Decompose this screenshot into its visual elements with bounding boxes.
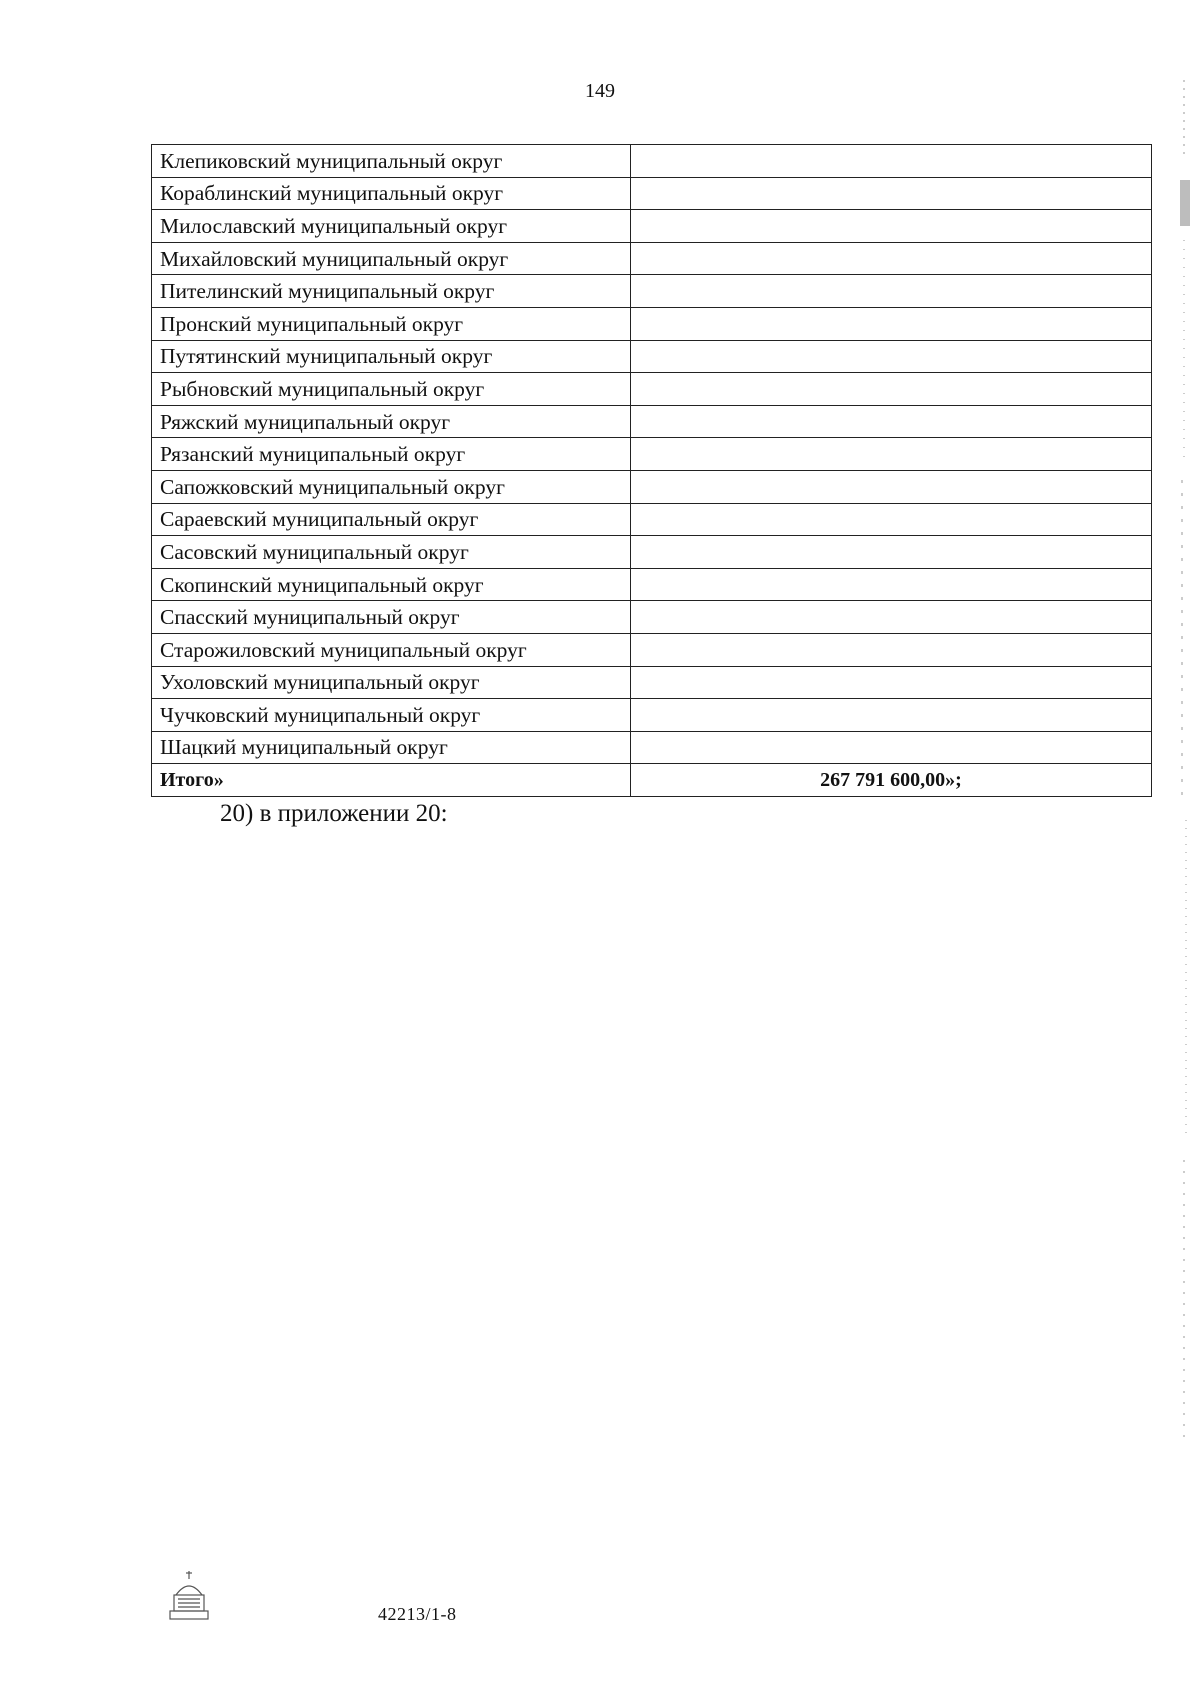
scan-margin-marks [1172, 40, 1194, 1460]
district-value-cell [631, 470, 1152, 503]
footer-document-code: 42213/1-8 [378, 1604, 457, 1624]
district-value-cell [631, 340, 1152, 373]
district-name-cell: Пителинский муниципальный округ [152, 275, 631, 308]
district-value-cell [631, 536, 1152, 569]
table-row [152, 438, 1152, 471]
total-value-cell: 267 791 600,00»; [631, 764, 1152, 797]
district-value-cell [631, 405, 1152, 438]
district-value-cell [631, 666, 1152, 699]
table-row [152, 145, 1152, 178]
table-row [152, 373, 1152, 406]
table-row [152, 601, 1152, 634]
district-name-cell: Ухоловский муниципальный округ [152, 666, 631, 699]
table-row [152, 340, 1152, 373]
district-name-cell: Сасовский муниципальный округ [152, 536, 631, 569]
table-row [152, 699, 1152, 732]
table-row [152, 568, 1152, 601]
table-row [152, 536, 1152, 569]
table-row [152, 731, 1152, 764]
district-name-cell: Милославский муниципальный округ [152, 210, 631, 243]
district-value-cell [631, 307, 1152, 340]
district-value-cell [631, 731, 1152, 764]
district-name-cell: Шацкий муниципальный округ [152, 731, 631, 764]
page-number: 149 [585, 80, 615, 102]
district-name-cell: Рязанский муниципальный округ [152, 438, 631, 471]
district-name-cell: Чучковский муниципальный округ [152, 699, 631, 732]
district-value-cell [631, 568, 1152, 601]
total-label-cell: Итого» [152, 764, 631, 797]
district-name-cell: Путятинский муниципальный округ [152, 340, 631, 373]
district-name-cell: Спасский муниципальный округ [152, 601, 631, 634]
district-value-cell [631, 633, 1152, 666]
table-row [152, 307, 1152, 340]
district-name-cell: Михайловский муниципальный округ [152, 242, 631, 275]
table-total-row [152, 764, 1152, 797]
district-name-cell: Сапожковский муниципальный округ [152, 470, 631, 503]
district-name-cell: Клепиковский муниципальный округ [152, 145, 631, 178]
district-value-cell [631, 601, 1152, 634]
district-name-cell: Кораблинский муниципальный округ [152, 177, 631, 210]
table-row [152, 275, 1152, 308]
district-value-cell [631, 275, 1152, 308]
district-name-cell: Пронский муниципальный округ [152, 307, 631, 340]
district-value-cell [631, 145, 1152, 178]
district-value-cell [631, 242, 1152, 275]
district-value-cell [631, 503, 1152, 536]
table-body [152, 145, 1152, 797]
table-row [152, 666, 1152, 699]
district-value-cell [631, 438, 1152, 471]
district-name-cell: Старожиловский муниципальный округ [152, 633, 631, 666]
district-name-cell: Скопинский муниципальный округ [152, 568, 631, 601]
paragraph-appendix-20: 20) в приложении 20: [220, 800, 448, 827]
district-value-cell [631, 699, 1152, 732]
district-value-cell [631, 373, 1152, 406]
table-row [152, 210, 1152, 243]
table-row [152, 503, 1152, 536]
district-name-cell: Сараевский муниципальный округ [152, 503, 631, 536]
table-row [152, 470, 1152, 503]
table-row [152, 242, 1152, 275]
district-name-cell: Ряжский муниципальный округ [152, 405, 631, 438]
table-row [152, 177, 1152, 210]
table-row [152, 633, 1152, 666]
printer-seal-icon [166, 1567, 212, 1623]
districts-table [151, 144, 1141, 797]
district-value-cell [631, 210, 1152, 243]
district-name-cell: Рыбновский муниципальный округ [152, 373, 631, 406]
table-row [152, 405, 1152, 438]
district-value-cell [631, 177, 1152, 210]
districts-table-grid [151, 144, 1152, 797]
